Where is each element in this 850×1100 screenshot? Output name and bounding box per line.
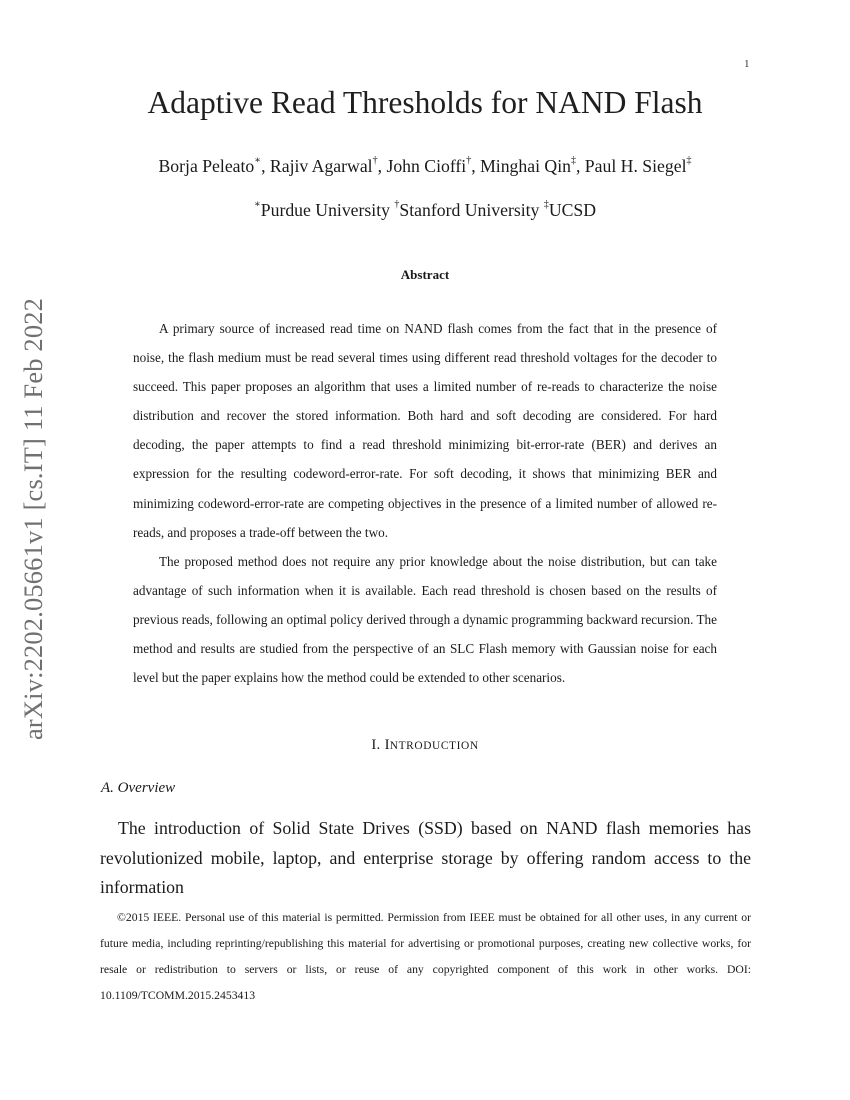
subsection-title: Overview xyxy=(117,780,176,796)
affiliation-mark: ‡ xyxy=(543,199,549,211)
abstract-heading: Abstract xyxy=(400,267,450,282)
affiliation-mark: † xyxy=(372,155,378,167)
section-title-initial: I xyxy=(384,737,390,753)
affiliation-name: UCSD xyxy=(548,200,597,220)
author-name: Paul H. Siegel xyxy=(584,156,687,176)
body-text xyxy=(100,814,751,903)
section-title-rest: NTRODUCTION xyxy=(389,740,479,752)
author-name: Borja Peleato xyxy=(158,156,255,176)
section-number: I. xyxy=(371,737,381,753)
abstract-body xyxy=(133,314,717,692)
affiliation-name: Purdue University xyxy=(260,200,390,220)
affiliation-mark: † xyxy=(466,155,472,167)
body-paragraph: The introduction of Solid State Drives (SSD) based on NAND flash memories has revolutionized mobile, laptop, and enterprise storage by offering random access to the information xyxy=(100,818,751,897)
author-name: Minghai Qin xyxy=(480,156,571,176)
affiliation-mark: ∗ xyxy=(253,199,261,211)
section-heading xyxy=(0,735,850,756)
affiliation-name: Stanford University xyxy=(399,200,540,220)
abstract-paragraph: The proposed method does not require any prior knowledge about the noise distribution, but can take advantage of such information when it is available. Each read threshold is chosen based on the results of previous reads, following an optimal policy derived through a dynamic programming backward recursion. The method and results are studied from the perspective of an SLC Flash memory with Gaussian noise for each level but the paper explains how the method could be extended to other scenarios. xyxy=(133,553,717,686)
abstract-paragraph: A primary source of increased read time on NAND flash comes from the fact that in the presence of noise, the flash medium must be read several times using different read threshold voltages for the decoder to succeed. This paper proposes an algorithm that uses a limited number of re-reads to characterize the noise distribution and recover the stored information. Both hard and soft decoding are considered. For hard decoding, the paper attempts to find a read threshold minimizing bit-error-rate (BER) and derives an expression for the resulting codeword-error-rate. For soft decoding, it shows that minimizing BER and minimizing codeword-error-rate are competing objectives in the presence of a limited number of allowed re-reads, and proposes a trade-off between the two. xyxy=(133,321,717,540)
affiliation-mark: ‡ xyxy=(570,155,576,167)
arxiv-identifier-stamp: arXiv:2202.05661v1 [cs.IT] 11 Feb 2022 xyxy=(18,297,48,740)
copyright-text: ©2015 IEEE. Personal use of this material is permitted. Permission from IEEE must be obtained for all other uses, in any current or future media, including reprinting/republishing this material for advertising or promotional purposes, creating new collective works, for resale or redistribution to servers or lists, or reuse of any copyrighted component of this work in other works. DOI: 10.1109/TCOMM.2015.2453413 xyxy=(100,911,751,1002)
subsection-heading xyxy=(101,778,175,798)
page-number: 1 xyxy=(744,58,750,70)
affiliation-mark: ∗ xyxy=(254,155,262,167)
subsection-label: A. xyxy=(101,780,114,796)
paper-title: Adaptive Read Thresholds for NAND Flash xyxy=(147,85,703,120)
author-name: Rajiv Agarwal xyxy=(269,156,373,176)
author-list: Borja Peleato∗, Rajiv Agarwal†, John Cioffi†, Minghai Qin‡, Paul H. Siegel‡ xyxy=(158,155,692,176)
author-name: John Cioffi xyxy=(386,156,467,176)
copyright-notice xyxy=(100,905,751,1009)
affiliation-mark: † xyxy=(394,199,400,211)
affiliation-list xyxy=(0,198,850,222)
affiliation-mark: ‡ xyxy=(686,155,692,167)
